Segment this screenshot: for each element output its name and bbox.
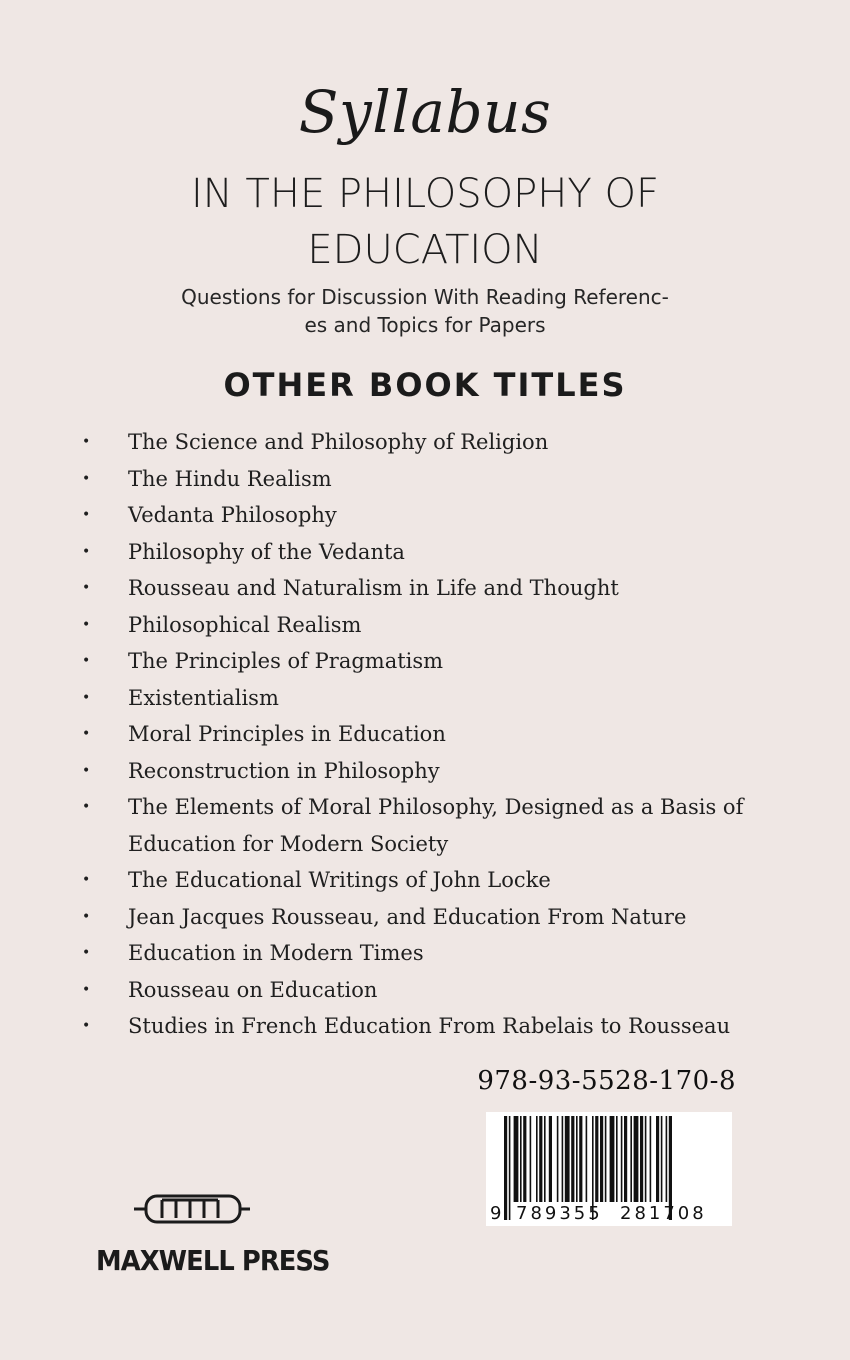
barcode-bar <box>514 1116 519 1202</box>
list-item <box>78 680 768 717</box>
bullet-icon: • <box>82 689 91 706</box>
barcode-bar <box>645 1116 647 1202</box>
barcode-bar <box>562 1116 564 1202</box>
list-item <box>78 534 768 571</box>
barcode-bar <box>579 1116 582 1202</box>
list-item <box>78 753 768 790</box>
book-title-item: Rousseau on Education <box>128 977 378 1002</box>
book-title-item: Studies in French Education From Rabelais to Rousseau <box>128 1014 731 1038</box>
list-item <box>78 643 768 680</box>
list-item <box>78 461 768 498</box>
list-item <box>78 789 768 862</box>
subtitle-line-1: IN THE PHILOSOPHY OF <box>191 171 659 217</box>
barcode-bar <box>624 1116 627 1202</box>
barcode-bar <box>666 1116 668 1202</box>
barcode-left-digits: 789355 <box>516 1203 603 1224</box>
barcode-bar <box>656 1116 659 1202</box>
barcode-bar <box>595 1116 598 1202</box>
bullet-icon: • <box>82 580 91 596</box>
barcode-bar <box>600 1116 603 1202</box>
book-title: Syllabus <box>298 78 552 146</box>
barcode-bar <box>616 1116 618 1202</box>
book-title-item: Philosophical Realism <box>128 612 362 637</box>
list-item <box>78 570 768 607</box>
book-title-item: Education in Modern Times <box>128 941 424 965</box>
barcode-bar <box>530 1116 532 1202</box>
book-title-item: Jean Jacques Rousseau, and Education From Nature <box>128 904 687 929</box>
other-titles-heading: OTHER BOOK TITLES <box>223 366 627 404</box>
list-item <box>78 935 768 972</box>
book-subtitle <box>0 166 850 278</box>
barcode-bar <box>605 1116 607 1202</box>
bullet-icon: • <box>82 434 91 450</box>
barcode-bar <box>640 1116 643 1202</box>
barcode-bar <box>536 1116 538 1202</box>
list-item <box>78 424 768 461</box>
barcode-bar <box>549 1116 552 1202</box>
bullet-icon: • <box>82 616 91 633</box>
bullet-icon: • <box>82 908 91 925</box>
barcode-bar <box>565 1116 570 1202</box>
barcode-bar <box>610 1116 615 1202</box>
bullet-icon: • <box>82 543 91 560</box>
barcode-bar <box>520 1116 522 1202</box>
book-title-item: The Elements of Moral Philosophy, Designed as a Basis of Education for Modern Society <box>128 795 744 856</box>
tagline-line-1: Questions for Discussion With Reading Referenc- <box>181 285 669 309</box>
bullet-icon: • <box>82 1018 91 1034</box>
book-title-item: Philosophy of the Vedanta <box>128 539 405 564</box>
barcode-bar <box>544 1116 546 1202</box>
book-title-item: Vedanta Philosophy <box>128 503 337 527</box>
list-item <box>78 899 768 936</box>
barcode-right-digits: 281708 <box>620 1203 707 1224</box>
book-tagline <box>0 283 850 339</box>
book-title-item: The Principles of Pragmatism <box>128 649 444 673</box>
book-title-item: Rousseau and Naturalism in Life and Thought <box>128 576 619 600</box>
book-title-item: Reconstruction in Philosophy <box>128 758 440 783</box>
barcode-bar <box>539 1116 542 1202</box>
barcode-bar <box>650 1116 652 1202</box>
barcode-bar <box>634 1116 639 1202</box>
ink-roller-logo-icon <box>132 1188 252 1237</box>
publisher-name: MAXWELL PRESS <box>96 1244 330 1277</box>
list-item <box>78 497 768 534</box>
list-item <box>78 972 768 1009</box>
barcode-bar <box>557 1116 559 1202</box>
book-title-item: The Educational Writings of John Locke <box>128 868 551 892</box>
isbn-barcode <box>486 1112 732 1226</box>
book-title-item: The Hindu Realism <box>128 466 332 491</box>
book-title-item: Existentialism <box>128 685 279 710</box>
bullet-icon: • <box>82 945 91 961</box>
bullet-icon: • <box>82 653 91 669</box>
list-item <box>78 862 768 899</box>
barcode-bar <box>630 1116 632 1202</box>
barcode-bar <box>576 1116 578 1202</box>
subtitle-line-2: EDUCATION <box>307 227 543 273</box>
barcode-bar <box>621 1116 623 1202</box>
barcode-first-digit: 9 <box>490 1203 502 1224</box>
barcode-bar <box>586 1116 588 1202</box>
list-item <box>78 716 768 753</box>
book-title-item: The Science and Philosophy of Religion <box>128 430 549 454</box>
isbn-number: 978-93-5528-170-8 <box>477 1066 736 1096</box>
barcode-bar <box>523 1116 526 1202</box>
other-titles-list <box>78 424 768 1045</box>
tagline-line-2: es and Topics for Papers <box>304 313 546 337</box>
bullet-icon: • <box>82 872 91 888</box>
barcode-bar <box>661 1116 663 1202</box>
bullet-icon: • <box>82 507 91 523</box>
bullet-icon: • <box>82 981 91 998</box>
bullet-icon: • <box>82 726 91 742</box>
bullet-icon: • <box>82 470 91 487</box>
list-item <box>78 1008 768 1045</box>
list-item <box>78 607 768 644</box>
bullet-icon: • <box>82 799 91 815</box>
bullet-icon: • <box>82 762 91 779</box>
barcode-digits <box>486 1200 732 1224</box>
book-title-item: Moral Principles in Education <box>128 722 446 746</box>
barcode-bar <box>571 1116 574 1202</box>
